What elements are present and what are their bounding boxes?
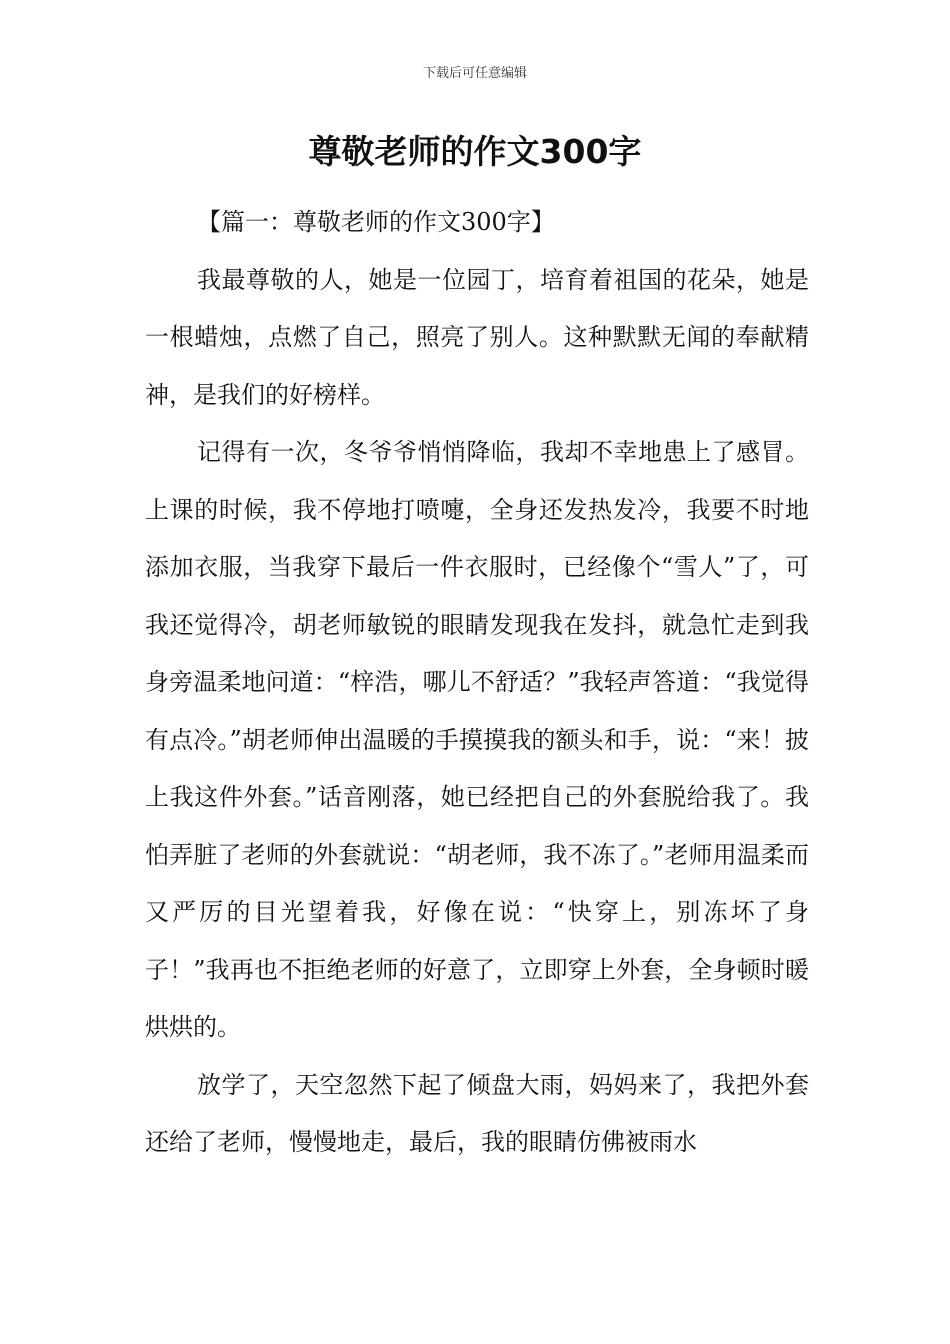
paragraph-2: 记得有一次，冬爷爷悄悄降临，我却不幸地患上了感冒。上课的时候，我不停地打喷嚏，全身还发热发冷，我要不时地添加衣服，当我穿下最后一件衣服时，已经像个“雪人”了，可我还觉得冷，胡老师敏锐的眼睛发现我在发抖，就急忙走到我身旁温柔地问道：“梓浩，哪儿不舒适？”我轻声答道：“我觉得有点冷。”胡老师伸出温暖的手摸摸我的额头和手，说：“来！披上我这件外套。”话音刚落，她已经把自己的外套脱给我了。我怕弄脏了老师的外套就说：“胡老师，我不冻了。”老师用温柔而又严厉的目光望着我，好像在说：“快穿上，别冻坏了身子！”我再也不拒绝老师的好意了，立即穿上外套，全身顿时暖烘烘的。 [145, 438, 809, 1041]
paragraph-1: 我最尊敬的人，她是一位园丁，培育着祖国的花朵，她是一根蜡烛，点燃了自己，照亮了别人。这种默默无闻的奉献精神，是我们的好榜样。 [145, 265, 809, 409]
section-heading: 【篇一：尊敬老师的作文300字】 [197, 208, 555, 236]
page-header-note: 下载后可任意编辑 [422, 66, 527, 81]
document-body [145, 194, 809, 1172]
paragraph-3: 放学了，天空忽然下起了倾盘大雨，妈妈来了，我把外套还给了老师，慢慢地走，最后，我的眼睛仿佛被雨水 [145, 1070, 809, 1156]
document-title: 尊敬老师的作文300字 [308, 132, 642, 171]
